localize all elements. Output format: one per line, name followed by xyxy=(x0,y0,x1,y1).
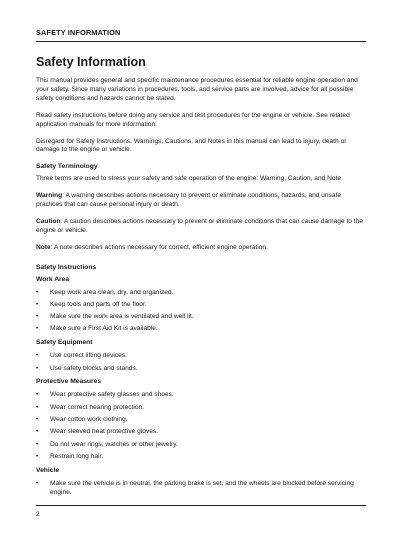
bullet-glyph: • xyxy=(36,415,39,423)
intro-paragraph-2: Read safety instructions before doing any service and test procedures for the engine or vehicle. See related application manuals for more information. xyxy=(36,111,350,128)
intro-paragraph-3: Disregard for Safety Instructions, Warnings, Cautions, and Notes in this manual can lead to injury, death or damage to the engine or vehicle. xyxy=(36,137,347,154)
bullet-glyph: • xyxy=(36,391,39,399)
list-item xyxy=(36,453,366,462)
safety-equipment-list xyxy=(36,352,366,373)
list-item-text: Use correct lifting devices. xyxy=(50,352,127,360)
list-item xyxy=(36,480,366,498)
caution-term: Caution xyxy=(36,217,61,225)
protective-measures-heading: Protective Measures xyxy=(36,378,102,386)
note-definition xyxy=(36,244,366,253)
note-term: Note xyxy=(36,243,51,251)
list-item xyxy=(36,301,366,310)
caution-definition xyxy=(36,218,366,236)
terminology-intro: Three terms are used to stress your safety and safe operation of the engine: Warning, Caution, and Note xyxy=(36,175,342,183)
page-number: 2 xyxy=(36,511,40,518)
intro-paragraph-1: This manual provides general and specific maintenance procedures essential for reliable engine operation and your safety. Since many variations in procedures, tools, and service parts are involved, advice for all possible safety conditions and hazards cannot be stated. xyxy=(36,77,358,102)
work-area-heading: Work Area xyxy=(36,275,70,283)
bullet-glyph: • xyxy=(36,403,39,411)
bullet-glyph: • xyxy=(36,440,39,448)
list-item-text: Restrain long hair. xyxy=(50,452,104,460)
list-item xyxy=(36,365,366,374)
running-header: SAFETY INFORMATION xyxy=(36,28,121,37)
list-item xyxy=(36,428,366,437)
warning-text: : A warning describes actions necessary to prevent or eliminate conditions, hazards, and unsafe practices that can cause personal injury or death. xyxy=(36,192,342,209)
list-item xyxy=(36,289,366,298)
vehicle-heading: Vehicle xyxy=(36,466,60,474)
page-title: Safety Information xyxy=(36,55,146,69)
warning-definition xyxy=(36,192,366,210)
bullet-glyph: • xyxy=(36,364,39,372)
bullet-glyph: • xyxy=(36,300,39,308)
caution-text: : A caution describes actions necessary to prevent or eliminate conditions that can cause damage to the engine or vehicle. xyxy=(36,217,363,234)
list-item xyxy=(36,313,366,322)
list-item xyxy=(36,416,366,425)
list-item-text: Do not wear rings, watches or other jewelry. xyxy=(50,440,178,448)
list-item-text: Keep work area clean, dry, and organized. xyxy=(50,288,174,296)
list-item-text: Wear correct hearing protection. xyxy=(50,403,145,411)
bullet-glyph: • xyxy=(36,325,39,333)
instructions-heading: Safety Instructions xyxy=(36,263,97,271)
list-item-text: Make sure the work area is ventilated and well lit. xyxy=(50,313,194,321)
warning-term: Warning xyxy=(36,192,63,200)
list-item-text: Make sure the vehicle is in neutral, the parking brake is set, and the wheels are blocked before servicing engine. xyxy=(50,479,354,496)
bullet-glyph: • xyxy=(36,428,39,436)
bullet-glyph: • xyxy=(36,452,39,460)
bullet-glyph: • xyxy=(36,288,39,296)
list-item-text: Wear cotton work clothing. xyxy=(50,415,128,423)
footer-rule xyxy=(36,505,366,506)
protective-measures-list xyxy=(36,391,366,461)
list-item xyxy=(36,325,366,334)
list-item xyxy=(36,391,366,400)
list-item-text: Make sure a First Aid Kit is available. xyxy=(50,325,158,333)
list-item-text: Use safety blocks and stands. xyxy=(50,364,138,372)
terminology-heading: Safety Terminology xyxy=(36,163,98,171)
page-content xyxy=(36,28,366,501)
note-text: : A note describes actions necessary for correct, efficient engine operation. xyxy=(50,243,268,251)
safety-equipment-heading: Safety Equipment xyxy=(36,339,93,347)
list-item-text: Keep tools and parts off the floor. xyxy=(50,300,147,308)
list-item xyxy=(36,352,366,361)
list-item-text: Wear sleeved heat protective gloves. xyxy=(50,428,159,436)
work-area-list xyxy=(36,289,366,335)
vehicle-list xyxy=(36,480,366,498)
header-rule xyxy=(36,41,366,42)
bullet-glyph: • xyxy=(36,313,39,321)
list-item-text: Wear protective safety glasses and shoes. xyxy=(50,391,174,399)
bullet-glyph: • xyxy=(36,479,39,487)
list-item xyxy=(36,441,366,450)
bullet-glyph: • xyxy=(36,352,39,360)
list-item xyxy=(36,404,366,413)
